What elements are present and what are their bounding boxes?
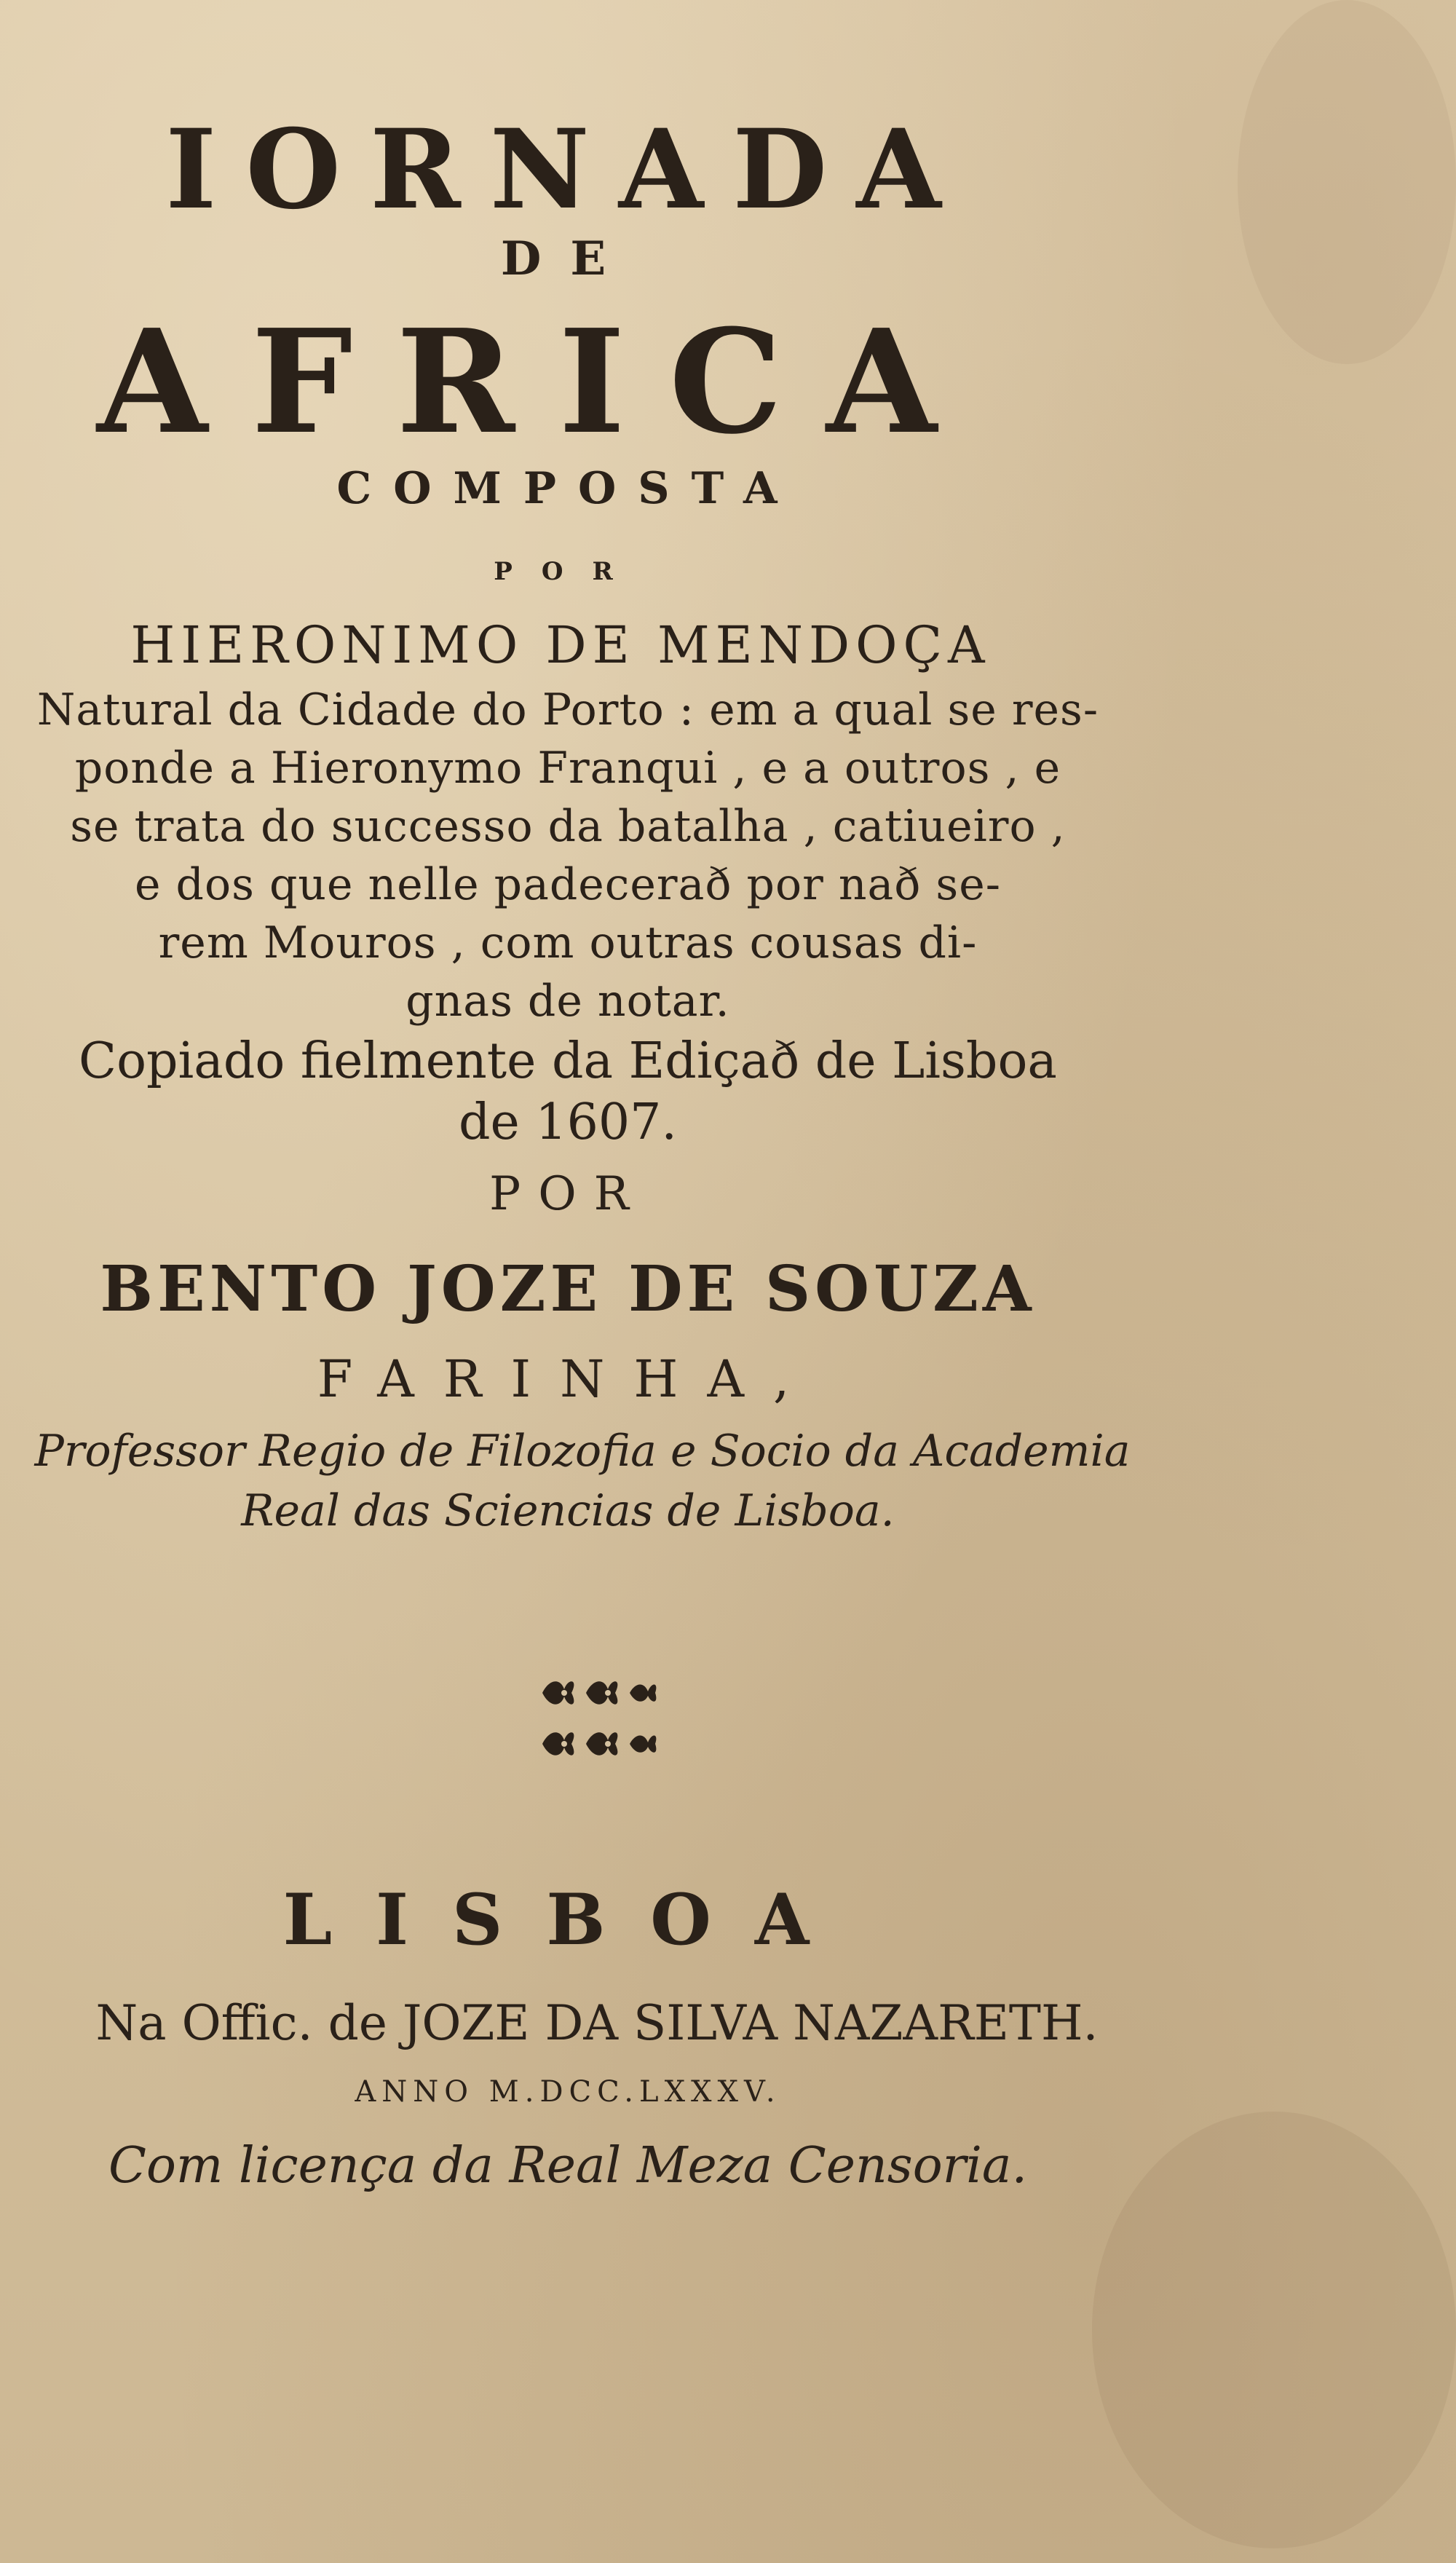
by-label: POR [489,1167,646,1221]
description-line: ponde a Hieronymo Franqui , e a outros , e [74,743,1061,794]
description-line: Natural da Cidade do Porto : em a qual se res- [36,684,1099,735]
fleuron-ornament-icon [528,1656,673,1780]
description-line: se trata do successo da batalha , catiueiro , [70,801,1066,852]
copied-note: Copiado fielmente da Ediçað de Lisboa [79,1032,1057,1090]
by-label: POR [494,557,642,586]
editor-title: Professor Regio de Filozofia e Socio da Academia [34,1426,1131,1477]
description-line: rem Mouros , com outras cousas di- [158,917,978,968]
paper-stain [1238,0,1456,364]
title-line-africa: AFRICA [97,299,981,466]
editor-title: Real das Sciencias de Lisboa. [241,1485,895,1536]
composed-label: COMPOSTA [336,463,799,514]
publication-place: LISBOA [282,1879,853,1961]
description-line: e dos que nelle padecerað por nað se- [134,859,1002,910]
editor-surname: FARINHA, [317,1349,819,1409]
editor-name: BENTO JOZE DE SOUZA [100,1252,1036,1326]
description-line: gnas de notar. [405,976,730,1027]
license-note: Com licença da Real Meza Censoria. [108,2137,1028,2195]
title-line-iornada: IORNADA [165,106,970,234]
title-line-de: DE [500,232,636,286]
paper-stain [1092,2112,1456,2548]
printer-imprint: Na Offic. de JOZE DA SILVA NAZARETH. [95,1995,1099,2051]
copied-note-year: de 1607. [458,1094,678,1151]
author-name: HIERONIMO DE MENDOÇA [130,615,991,675]
publication-year: ANNO M.DCC.LXXXV. [355,2075,781,2109]
